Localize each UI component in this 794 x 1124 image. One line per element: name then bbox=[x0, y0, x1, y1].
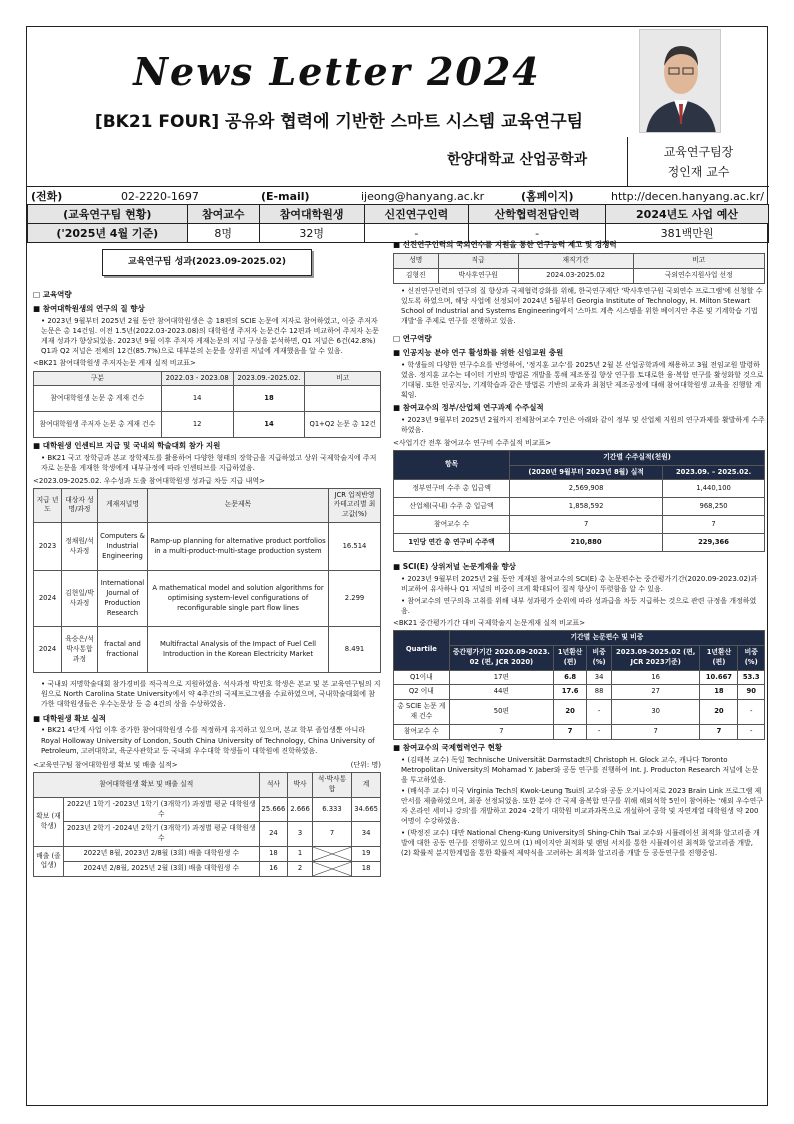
homepage-label: (홈페이지) bbox=[517, 187, 607, 206]
table-cell: 20 bbox=[553, 700, 586, 725]
status-value: - bbox=[469, 224, 606, 243]
table-cell: 참여대학원생 주저자 논문 총 게재 건수 bbox=[34, 412, 162, 438]
table-cell: - bbox=[587, 724, 612, 739]
table-cell: 2022년 1학기 -2023년 1학기 (3개학기) 과정별 평균 대학원생 수 bbox=[64, 797, 260, 822]
bullet-heading: ■ 참여교수의 국제협력연구 현황 bbox=[393, 742, 503, 752]
table-cell: 1 bbox=[288, 847, 312, 862]
phone-number: 02-2220-1697 bbox=[117, 187, 257, 206]
table-cell bbox=[305, 386, 381, 412]
table-cell: 김형진 bbox=[394, 268, 439, 283]
paragraph: • 신진연구인력의 연구의 질 향상과 국제협력강화를 위해, 한국연구재단 '박사후연구원 국외연수 프로그램'에 신청할 수 있도록 하였으며, 해당 사업에 선정되어 2024년 5월부터 Georgia Institute of Technology, H. Milton Stewart School of Industrial and Systems Engineering에서 '스마트 계측 시스템을 위한 베이지안 추론 및 기계학습 기법 개발'을 주제로 연구를 진행하고 있음. bbox=[401, 286, 763, 325]
journal-table bbox=[393, 630, 765, 740]
status-header: 참여교수 bbox=[187, 205, 259, 224]
table-header: 2023.09. – 2025.02. bbox=[663, 465, 765, 480]
status-value: 381백만원 bbox=[606, 224, 769, 243]
table-header: 성명 bbox=[394, 253, 439, 268]
table-cell: 김현일/박사과정 bbox=[62, 571, 98, 627]
status-header: 2024년도 사업 예산 bbox=[606, 205, 769, 224]
table-cell: Q1+Q2 논문 총 12건 bbox=[305, 412, 381, 438]
table-header: 2023.09-2025.02 (편, JCR 2023기준) bbox=[611, 645, 700, 670]
status-header: 신진연구인력 bbox=[364, 205, 469, 224]
table-cell: 12 bbox=[161, 412, 233, 438]
table-cell: 2 bbox=[288, 861, 312, 876]
table-cell: 3 bbox=[288, 822, 312, 847]
table-cell: Computers & Industrial Engineering bbox=[98, 523, 148, 571]
table-cell: 44편 bbox=[449, 685, 553, 700]
table-unit: (단위: 명) bbox=[350, 760, 381, 769]
table-cell: 박사후연구원 bbox=[438, 268, 518, 283]
table-cell: 50편 bbox=[449, 700, 553, 725]
table-header: 비중(%) bbox=[587, 645, 612, 670]
bullet-heading: ■ 참여교수의 정부/산업체 연구과제 수주실적 bbox=[393, 403, 544, 413]
table-header: 기간별 수주실적(천원) bbox=[510, 450, 765, 465]
table-header: 지급 년도 bbox=[34, 488, 62, 523]
table-cell: 88 bbox=[587, 685, 612, 700]
table-cell: 2.666 bbox=[288, 797, 312, 822]
table-cell: 16.514 bbox=[329, 523, 381, 571]
paragraph: • (박정진 교수) 대만 National Cheng-Kung University의 Shing-Chih Tsai 교수와 시뮬레이션 최적화 알고리즘 개발에 대한 공동 연구를 진행하고 있으며 (1) 베이지안 최적화 및 랜덤 서치를 통한 시뮬레이션 최적화 알고리즘 개발, (2) 확률적 분지한계법을 통한 확률적 제약식을 고려하는 최적화 알고리즘 개발 등 공동연구를 진행중임. bbox=[401, 828, 760, 857]
paragraph: • 국내외 저명학술대회 참가경비를 적극적으로 지원하였음. 석사과정 박민호 학생은 본교 및 본 교육연구팀의 지원으로 North Carolina State University에서 약 4주간의 국제프로그램을 수료하였으며, 국내학술대회에 참가한 대학원생들은 우수논문상 등 총 4건의 상을 수상하였음. bbox=[41, 680, 381, 709]
group-label: 배출 (졸업생) bbox=[34, 847, 64, 877]
right-column bbox=[389, 237, 769, 859]
table-cell: 8.491 bbox=[329, 627, 381, 673]
table-cell: 1,858,592 bbox=[510, 498, 663, 516]
table-header: 1년환산 (편) bbox=[700, 645, 738, 670]
table-header: 2023.09.-2025.02. bbox=[233, 371, 305, 386]
table-cell: 7 bbox=[449, 724, 553, 739]
table-header: (2020년 9월부터 2023년 8월) 실적 bbox=[510, 465, 663, 480]
table-cell: 18 bbox=[233, 386, 305, 412]
table-cell: 7 bbox=[663, 516, 765, 534]
table-header: 계 bbox=[352, 773, 381, 798]
table-cell: 육승은/석박사통합과정 bbox=[62, 627, 98, 673]
status-value: 32명 bbox=[259, 224, 364, 243]
table-cell: A mathematical model and solution algorithms for optimising system-level configurations of reconfigurable single part flow lines bbox=[148, 571, 329, 627]
table-header: Quartile bbox=[394, 631, 450, 671]
table-cell: 7 bbox=[553, 724, 586, 739]
table-header: 비고 bbox=[633, 253, 764, 268]
table-cell: Q2 이내 bbox=[394, 685, 450, 700]
status-basis: ('2025년 4월 기준) bbox=[28, 224, 188, 243]
funding-table bbox=[393, 450, 765, 553]
table-cell: 18 bbox=[352, 861, 381, 876]
phone-label: (전화) bbox=[27, 187, 117, 206]
table-cell: 산업체(국내) 수주 총 입금액 bbox=[394, 498, 510, 516]
email-link[interactable]: ijeong@hanyang.ac.kr bbox=[357, 187, 517, 206]
table-header: 석사 bbox=[259, 773, 288, 798]
table-cell: 18 bbox=[700, 685, 738, 700]
paragraph: • 2023년 9월부터 2025년 2월까지 전체참여교수 7인은 아래와 같이 정부 및 산업체 지원의 연구과제를 활발하게 수주하였음. bbox=[401, 416, 765, 435]
paragraph: • 2023년 9월부터 2025년 2월 동안 참여대학원생은 총 18편의 SCIE 논문에 저자로 참여하였고, 이중 주저자 논문은 총 14건임. 이전 1.5년(2022.03-2023.08)의 대학원생 주저자 논문건수 12편과 비교하여 주저자 논문 게재 성과가 향상되었음. 2023년 9월 이후 주저자 게재논문의 저널 구성을 분석하면, Q1 저널은 6건(42.8%) Q1과 Q2 저널은 전체의 12건(85.7%)으로 대부분의 논문을 상위권 저널에 게재했음을 알 수 있음. bbox=[41, 316, 379, 356]
table-header: 재직기간 bbox=[518, 253, 633, 268]
table-cell: 34 bbox=[352, 822, 381, 847]
table-cell: 국외연수지원사업 선정 bbox=[633, 268, 764, 283]
leader-photo bbox=[639, 29, 721, 133]
table-cell: 1인당 연간 총 연구비 수주액 bbox=[394, 534, 510, 552]
bullet-heading: ■ 신진연구인력의 국외연수를 지원을 통한 연구능력 제고 및 경쟁력 bbox=[393, 240, 617, 249]
table-cell: 2023년 2학기 -2024년 2학기 (3개학기) 과정별 평균 대학원생 수 bbox=[64, 822, 260, 847]
table-cell: 7 bbox=[611, 724, 700, 739]
table-header: 박사 bbox=[288, 773, 312, 798]
edu-heading: □ 교육역량 bbox=[33, 290, 72, 300]
team-subtitle: [BK21 FOUR] 공유와 협력에 기반한 스마트 시스템 교육연구팀 bbox=[94, 112, 584, 132]
table-cell: 229,366 bbox=[663, 534, 765, 552]
table-cell: 20 bbox=[700, 700, 738, 725]
table-caption: <BK21 참여대학원생 주저자논문 게재 실적 비교표> bbox=[33, 359, 196, 368]
table-cell: 53.3 bbox=[738, 670, 765, 685]
table-cell: 210,880 bbox=[510, 534, 663, 552]
student-table bbox=[33, 772, 381, 877]
header bbox=[27, 27, 769, 187]
table-cell: - bbox=[738, 700, 765, 725]
table-cell: 참여교수 수 bbox=[394, 516, 510, 534]
table-header: 2022.03 - 2023.08 bbox=[161, 371, 233, 386]
table-cell: 16 bbox=[259, 861, 288, 876]
leader-role: 교육연구팀장 bbox=[663, 145, 734, 159]
table-cell: Q1이내 bbox=[394, 670, 450, 685]
homepage-link[interactable]: http://decen.hanyang.ac.kr/ bbox=[607, 187, 769, 206]
table-header: 구분 bbox=[34, 371, 162, 386]
paper-compare-table bbox=[33, 371, 381, 439]
table-cell: 정채원/석사과정 bbox=[62, 523, 98, 571]
table-cell: 16 bbox=[611, 670, 700, 685]
table-header: 게재저널명 bbox=[98, 488, 148, 523]
table-header: 1년환산 (편) bbox=[553, 645, 586, 670]
research-heading: □ 연구역량 bbox=[393, 334, 432, 344]
table-cell: 90 bbox=[738, 685, 765, 700]
table-cell: 34 bbox=[587, 670, 612, 685]
newsletter-title: News Letter 2024 bbox=[133, 49, 541, 94]
crossed-cell bbox=[312, 861, 351, 876]
table-cell: 2.299 bbox=[329, 571, 381, 627]
table-header: 논문제목 bbox=[148, 488, 329, 523]
table-cell: 10.667 bbox=[700, 670, 738, 685]
section-title: 교육연구팀 성과(2023.09-2025.02) bbox=[102, 249, 312, 276]
table-caption: <사업기간 전후 참여교수 연구비 수주실적 비교표> bbox=[393, 438, 552, 447]
table-cell: 17편 bbox=[449, 670, 553, 685]
table-header: JCR 업적반영 카테고리별 최고값(%) bbox=[329, 488, 381, 523]
paragraph: • BK21 국고 장학금과 본교 장학제도를 활용하여 다양한 형태의 장학금을 지급하였고 상위 국제학술지에 주저자로 논문을 게재한 학생에게 내부규정에 따라 인센티브를 지급하였음. bbox=[41, 454, 377, 473]
table-title: 참여대학원생 확보 및 배출 실적 bbox=[34, 773, 260, 798]
table-header: 직급 bbox=[438, 253, 518, 268]
table-cell: 2024년 2/8월, 2025년 2월 (3회) 배출 대학원생 수 bbox=[64, 861, 260, 876]
table-caption: <2023.09-2025.02. 우수성과 도출 참여대학원생 성과급 차등 지급 내역> bbox=[33, 476, 265, 485]
table-cell: 34.665 bbox=[352, 797, 381, 822]
table-header: 석·박사통합 bbox=[312, 773, 351, 798]
table-cell: 참여대학원생 논문 총 게재 건수 bbox=[34, 386, 162, 412]
group-label: 확보 (재학생) bbox=[34, 797, 64, 846]
email-label: (E-mail) bbox=[257, 187, 357, 206]
status-header: 산학협력전담인력 bbox=[469, 205, 606, 224]
table-cell: - bbox=[587, 700, 612, 725]
department-name: 한양대학교 산업공학과 bbox=[447, 152, 588, 168]
table-cell: 2024 bbox=[34, 571, 62, 627]
table-header: 비고 bbox=[305, 371, 381, 386]
crossed-cell bbox=[312, 847, 351, 862]
bullet-heading: ■ 대학원생 확보 실적 bbox=[33, 713, 106, 723]
newsletter-frame bbox=[26, 26, 768, 1106]
table-cell: - bbox=[738, 724, 765, 739]
table-cell: 총 SCIE 논문 게재 건수 bbox=[394, 700, 450, 725]
bullet-heading: ■ 인공지능 분야 연구 활성화를 위한 신임교원 충원 bbox=[393, 348, 564, 357]
left-column bbox=[27, 237, 385, 879]
table-cell: 19 bbox=[352, 847, 381, 862]
table-cell: 14 bbox=[161, 386, 233, 412]
table-cell: 정부연구비 수주 총 입금액 bbox=[394, 480, 510, 498]
table-cell: 2,569,908 bbox=[510, 480, 663, 498]
paragraph: • BK21 4단계 사업 이후 증가한 참여대학원생 수를 적정하게 유지하고 있으며, 본교 학부 졸업생뿐 아니라 Royal Holloway University of London, South China University of Technology, China University of Petroleum, 고려대학교, 육군사관학교 등 국내외 우수대학 학생들이 대학원에 진학하였음. bbox=[41, 726, 375, 755]
table-caption: <교육연구팀 참여대학원생 확보 및 배출 실적> bbox=[33, 760, 178, 769]
table-cell: 27 bbox=[611, 685, 700, 700]
bullet-heading: ■ 대학원생 인센티브 지급 및 국내외 학술대회 참가 지원 bbox=[33, 441, 221, 451]
table-cell: Multifractal Analysis of the Impact of Fuel Cell Introduction in the Korean Electricity Market bbox=[148, 627, 329, 673]
table-cell: 참여교수 수 bbox=[394, 724, 450, 739]
table-cell: 30 bbox=[611, 700, 700, 725]
table-cell: 2023 bbox=[34, 523, 62, 571]
table-cell: 7 bbox=[510, 516, 663, 534]
table-header: 중간평가기간 2020.09-2023. 02 (편, JCR 2020) bbox=[449, 645, 553, 670]
table-cell: 18 bbox=[259, 847, 288, 862]
table-cell: fractal and fractional bbox=[98, 627, 148, 673]
status-value: - bbox=[364, 224, 469, 243]
bullet-heading: ■ 참여대학원생의 연구의 질 향상 bbox=[33, 303, 145, 313]
table-cell: 6.8 bbox=[553, 670, 586, 685]
status-header: (교육연구팀 현황) bbox=[28, 205, 188, 224]
incentive-table bbox=[33, 488, 381, 674]
paragraph: • 학생들의 다양한 연구수요를 반영하여, '정지훈 교수'를 2025년 2월 본 산업공학과에 채용하고 3월 전임교원 발령하였음. 정지훈 교수는 데이터 기반의 방법론 개발을 통해 제조풍질 향상 연구를 토대로한 융·복합 연구를 활성화할 것으로 기대됨. 또한 인공지능, 기계학습과 같은 방법론 기반의 교육과 최첨단 제조공정에 대해 참여대학원생 교육을 진행할 계획임. bbox=[401, 360, 764, 400]
table-cell: 14 bbox=[233, 412, 305, 438]
leader-box bbox=[627, 137, 769, 187]
table-caption: <BK21 중간평가기간 대비 국제학술지 논문게재 실적 비교표> bbox=[393, 618, 586, 627]
table-header: 대상자 성명/과정 bbox=[62, 488, 98, 523]
table-cell: International Journal of Production Research bbox=[98, 571, 148, 627]
paragraph: • (배석주 교수) 미국 Virginia Tech의 Kwok-Leung Tsui의 교수와 공동 오거나이저로 2023 Brain Link 프로그램 제안서를 제출하였으며, 최종 선정되었음. 또한 분야 간 국제 융복합 연구를 위해 해외석학 5인이 참여하는 '해외 우수연구자 온라인 세미나 강의'를 개발하고 2024 -2학기 대학원 비교과과목으로 개설하여 공학 및 자연계열 대학원생 약 200여명이 수강하였음. bbox=[401, 787, 764, 826]
table-cell: 6.333 bbox=[312, 797, 351, 822]
table-cell: 17.6 bbox=[553, 685, 586, 700]
paragraph: • 참여교수의 연구의욕 고취를 위해 내부 성과평가 순위에 따라 성과급을 차등 지급하는 것으로 관련 규정을 개정하였음. bbox=[401, 596, 757, 615]
table-cell: 2024.03-2025.02 bbox=[518, 268, 633, 283]
table-cell: 968,250 bbox=[663, 498, 765, 516]
table-cell: 2024 bbox=[34, 627, 62, 673]
table-cell: 7 bbox=[700, 724, 738, 739]
table-header: 비중(%) bbox=[738, 645, 765, 670]
researcher-table bbox=[393, 253, 765, 284]
table-cell: 25.666 bbox=[259, 797, 288, 822]
table-cell: 24 bbox=[259, 822, 288, 847]
status-header: 참여대학원생 bbox=[259, 205, 364, 224]
bullet-heading: ■ SCI(E) 상위저널 논문게재율 향상 bbox=[393, 562, 516, 572]
table-cell: 7 bbox=[312, 822, 351, 847]
table-header: 기간별 논문편수 및 비중 bbox=[449, 631, 764, 646]
leader-name: 정인재 교수 bbox=[667, 165, 730, 179]
paragraph: • 2023년 9월부터 2025년 2월 동안 게재된 참여교수의 SCI(E) 총 논문편수는 중간평가기간(2020.09-2023.02)과 비교하여 유사하나 Q1 저널의 비중이 크게 확대되어 질적 향상이 뚜렷함을 알 수 있음. bbox=[401, 575, 758, 594]
table-header: 항목 bbox=[394, 450, 510, 480]
table-cell: Ramp-up planning for alternative product portfolios in a multi-product-multi-stage production system bbox=[148, 523, 329, 571]
table-cell: 1,440,100 bbox=[663, 480, 765, 498]
status-value: 8명 bbox=[187, 224, 259, 243]
paragraph: • (김태복 교수) 독일 Technische Universität Darmstadt의 Christoph H. Glock 교수, 캐나다 Toronto Metropolitan University의 Mohamad Y. Jaber와 공동 연구를 진행하여 Int. J. Producton Research 저널에 논문을 투고하였음. bbox=[401, 755, 759, 784]
table-cell: 2022년 8월, 2023년 2/8월 (3회) 배출 대학원생 수 bbox=[64, 847, 260, 862]
